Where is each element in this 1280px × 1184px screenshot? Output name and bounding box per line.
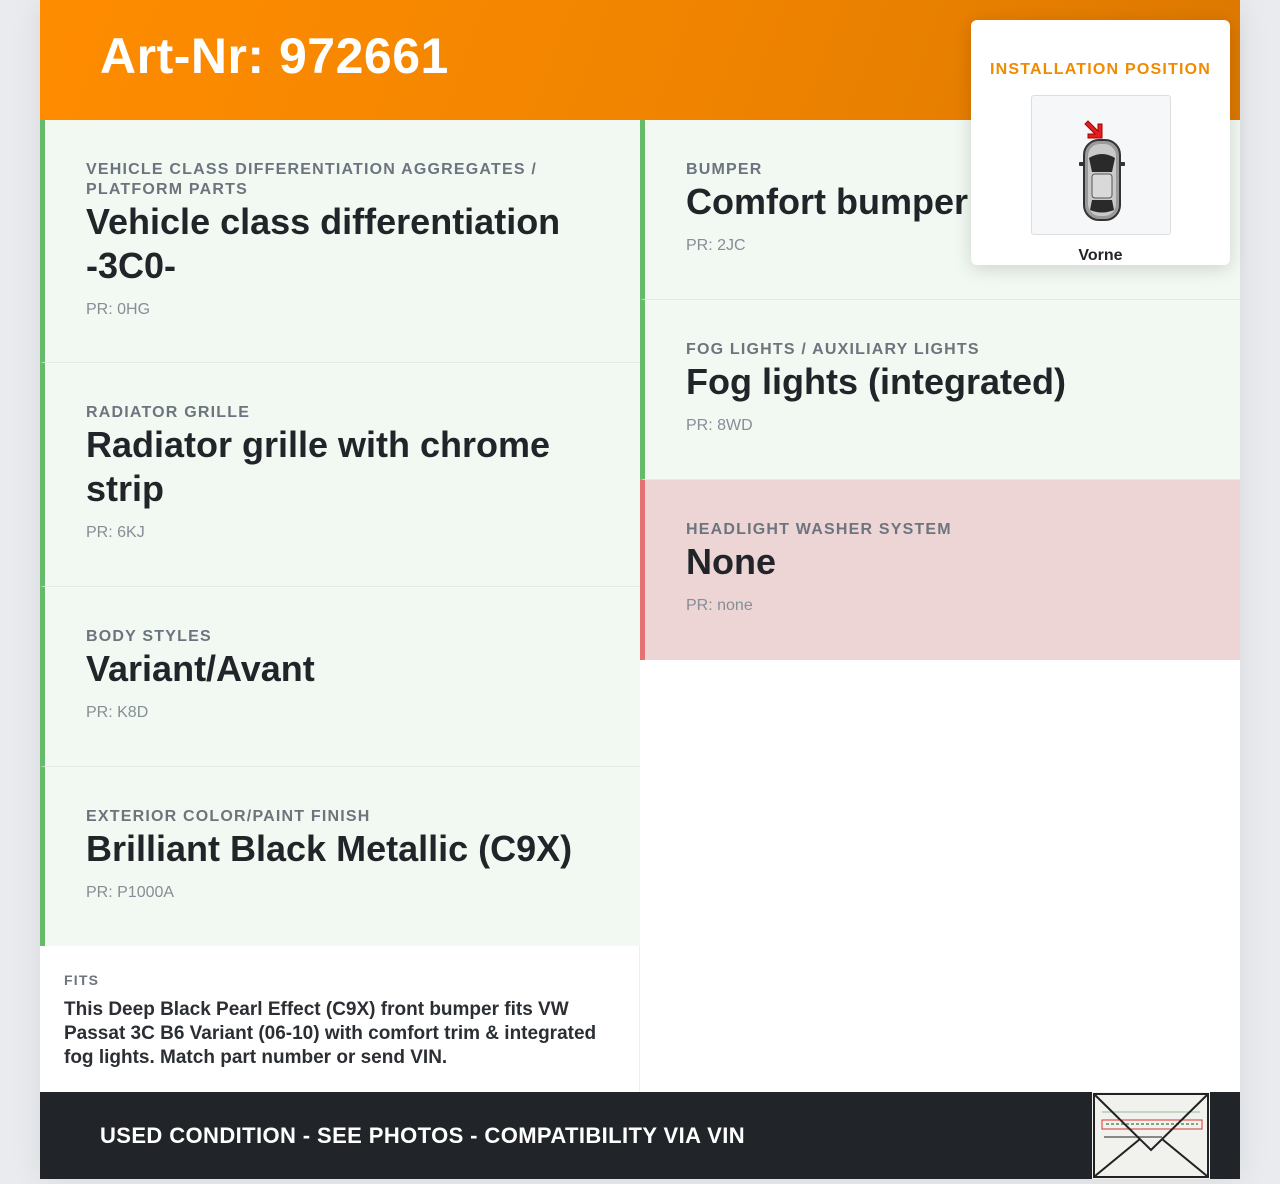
article-number: Art-Nr: 972661	[100, 28, 449, 84]
card-pr-code: PR: 8WD	[686, 417, 753, 434]
card-pr-code: PR: none	[686, 597, 753, 614]
card-pr-code: PR: 6KJ	[86, 524, 145, 541]
card-label: EXTERIOR COLOR/PAINT FINISH	[86, 808, 371, 825]
fits-label: FITS	[64, 972, 100, 988]
card-label: RADIATOR GRILLE	[86, 404, 251, 421]
card-pr-code: PR: 0HG	[86, 301, 151, 318]
card-label: BODY STYLES	[86, 628, 212, 645]
card-radiator-grille	[40, 363, 640, 587]
card-value: Variant/Avant	[86, 648, 315, 689]
fits-text: This Deep Black Pearl Effect (C9X) front bumper fits VW Passat 3C B6 Variant (06-10) with comfort trim & integrated fog lights. Match part number or send VIN.	[64, 999, 597, 1068]
card-value: None	[686, 541, 776, 582]
card-value: Brilliant Black Metallic (C9X)	[86, 828, 573, 869]
card-value: Comfort bumper	[686, 181, 968, 222]
card-label: HEADLIGHT WASHER SYSTEM	[686, 521, 952, 538]
card-label: FOG LIGHTS / AUXILIARY LIGHTS	[686, 341, 980, 358]
card-vehicle-class	[40, 120, 640, 363]
card-body-styles	[40, 587, 640, 767]
installation-position-label: Vorne	[1078, 247, 1123, 264]
card-fog-lights	[640, 300, 1240, 480]
card-headlight-washer	[640, 480, 1240, 660]
footer-text: USED CONDITION - SEE PHOTOS - COMPATIBILITY VIA VIN	[100, 1123, 746, 1148]
car-top-view-front-arrow-icon	[1031, 95, 1171, 235]
card-value: Vehicle class differentiation -3C0-	[86, 201, 561, 286]
left-column	[40, 120, 640, 946]
card-pr-code: PR: 2JC	[686, 237, 746, 254]
card-label: VEHICLE CLASS DIFFERENTIATION AGGREGATES / PLATFORM PARTS	[86, 161, 538, 198]
footer-bar	[40, 1092, 1240, 1179]
card-label: BUMPER	[686, 161, 763, 178]
card-value: Radiator grille with chrome strip	[86, 424, 551, 509]
card-pr-code: PR: P1000A	[86, 884, 175, 901]
installation-title: INSTALLATION POSITION	[989, 61, 1212, 78]
vin-envelope-icon	[1092, 1092, 1210, 1179]
fits-section	[40, 946, 640, 1092]
card-exterior-color	[40, 767, 640, 946]
installation-position-card	[971, 20, 1230, 265]
card-value: Fog lights (integrated)	[686, 361, 1066, 402]
card-pr-code: PR: K8D	[86, 704, 149, 721]
